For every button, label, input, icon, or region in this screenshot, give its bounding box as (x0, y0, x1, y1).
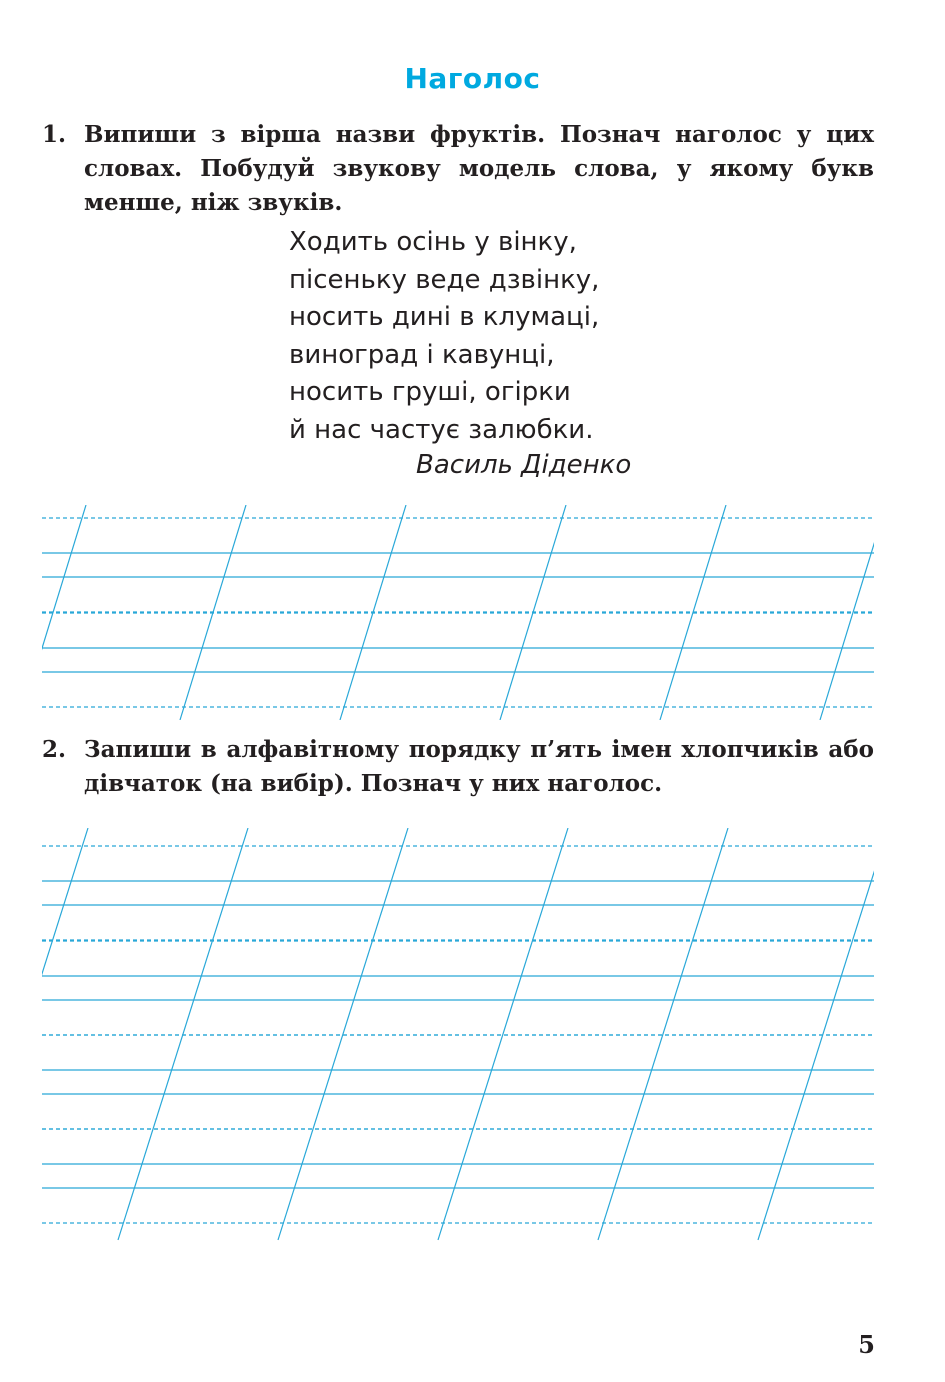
page-title: Наголос (404, 62, 541, 95)
task-2-text: Запиши в алфавітному порядку п’ять імен хлопчиків або дівчаток (на вибір). Познач у них наголос. (84, 736, 874, 797)
task-1 (42, 118, 874, 220)
poem-line: носить дині в клумаці, (289, 302, 600, 332)
ruling-slant-line (758, 828, 888, 1240)
poem-line: пісеньку веде дзвінку, (289, 264, 600, 295)
task-2-number: 2. (42, 736, 67, 763)
poem-line: й нас частує залюбки. (289, 414, 594, 445)
page-number: 5 (858, 1330, 875, 1359)
ruling-slant-line (20, 505, 86, 720)
writing-area-2[interactable] (0, 828, 945, 1243)
poem-line: виноград і кавунці, (289, 339, 555, 370)
task-2 (42, 733, 874, 801)
ruling-slant-line (278, 828, 408, 1240)
task-1-number: 1. (42, 121, 67, 148)
poem (289, 224, 599, 449)
ruling-slant-line (438, 828, 568, 1240)
ruling-slant-line (0, 828, 88, 1240)
poem-line: носить груші, огірки (289, 377, 571, 407)
ruling-slant-line (118, 828, 248, 1240)
ruling-slant-line (598, 828, 728, 1240)
task-1-text: Випиши з вірша назви фруктів. Познач наголос у цих словах. Побудуй звукову модель слова, у якому букв менше, ніж звуків. (84, 121, 874, 216)
writing-area-1[interactable] (0, 505, 945, 720)
ruling-slant-line (340, 505, 406, 720)
poem-line: Ходить осінь у вінку, (289, 227, 577, 257)
poem-author: Василь Діденко (416, 450, 632, 480)
